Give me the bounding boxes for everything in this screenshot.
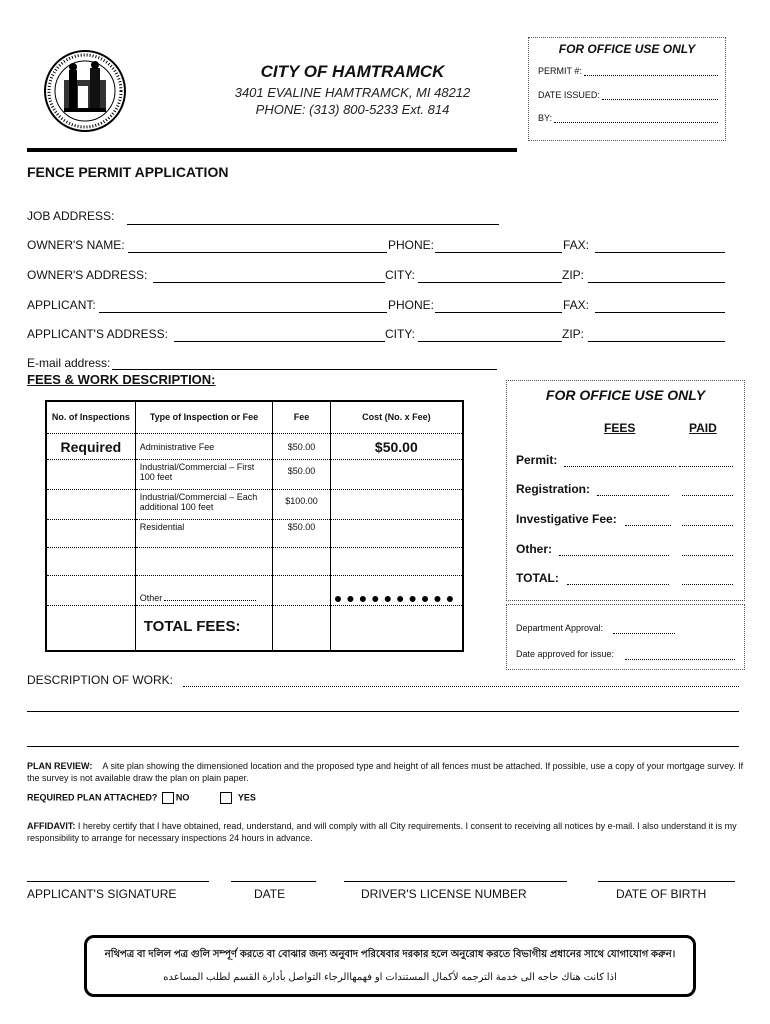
description-label: DESCRIPTION OF WORK: xyxy=(27,673,174,687)
other-fee-field[interactable] xyxy=(164,600,256,601)
department-approval-label: Department Approval: xyxy=(516,623,604,633)
email-field[interactable] xyxy=(112,369,497,370)
fee-amount-field[interactable] xyxy=(273,575,330,605)
owner-zip-field[interactable] xyxy=(588,282,725,283)
other-office-fee-field[interactable] xyxy=(559,555,669,556)
owner-fax-label: FAX: xyxy=(563,238,590,252)
by-field[interactable] xyxy=(554,115,718,123)
column-header: Cost (No. x Fee) xyxy=(330,401,463,433)
yes-checkbox[interactable] xyxy=(220,792,232,804)
inspection-count-field[interactable] xyxy=(46,489,135,519)
office-use-title: FOR OFFICE USE ONLY xyxy=(558,42,696,56)
owners-name-field[interactable] xyxy=(128,252,387,253)
total-office-paid-field[interactable] xyxy=(682,584,733,585)
applicant-city-field[interactable] xyxy=(418,341,562,342)
plan-review-text: A site plan showing the dimensioned location and the proposed type and height of all fences must be attached. If possible, use a copy of your mortgage survey. If the survey is not available draw the plan on plain paper. xyxy=(27,761,744,783)
affidavit-label: AFFIDAVIT: xyxy=(27,821,76,831)
fee-type: Administrative Fee xyxy=(135,433,273,459)
applicant-zip-field[interactable] xyxy=(588,341,725,342)
applicant-fax-label: FAX: xyxy=(563,298,590,312)
owner-phone-label: PHONE: xyxy=(388,238,435,252)
fees-table xyxy=(45,400,464,652)
total-fees-label: TOTAL FEES: xyxy=(135,605,273,651)
table-row xyxy=(46,433,463,459)
fee-amount-field[interactable] xyxy=(273,547,330,575)
description-field-line-3[interactable] xyxy=(27,746,739,747)
table-row xyxy=(46,459,463,489)
registration-paid-field[interactable] xyxy=(682,495,733,496)
table-row xyxy=(46,605,463,651)
date-approved-field[interactable] xyxy=(625,659,735,660)
city-address: 3401 EVALINE HAMTRAMCK, MI 48212 xyxy=(234,85,471,100)
owners-name-label: OWNER'S NAME: xyxy=(27,238,125,252)
applicant-signature-field[interactable] xyxy=(27,881,209,882)
job-address-field[interactable] xyxy=(127,224,499,225)
column-header: Type of Inspection or Fee xyxy=(135,401,273,433)
table-row xyxy=(46,547,463,575)
affidavit-text: I hereby certify that I have obtained, read, understand, and will comply with all City requirements. I consent to receiving all notices by e-mail. I also understand it is my responsibility to arrange for necessary inspections 24 hours in advance. xyxy=(27,821,737,843)
date-issued-label: DATE ISSUED: xyxy=(538,90,600,100)
yes-label: YES xyxy=(237,792,256,803)
fee-cost-field[interactable] xyxy=(330,519,463,547)
applicants-address-field[interactable] xyxy=(174,341,385,342)
dashed-mark xyxy=(330,575,463,605)
affidavit-paragraph xyxy=(27,820,747,844)
applicant-signature-label: APPLICANT'S SIGNATURE xyxy=(27,887,177,901)
applicant-zip-label: ZIP: xyxy=(562,327,585,341)
owner-city-label: CITY: xyxy=(385,268,416,282)
plan-review-label: PLAN REVIEW: xyxy=(27,761,93,771)
owners-address-field[interactable] xyxy=(153,282,385,283)
office-use-box-top xyxy=(528,37,726,141)
office-use-box-fees xyxy=(506,380,745,601)
date-of-birth-field[interactable] xyxy=(598,881,735,882)
drivers-license-field[interactable] xyxy=(344,881,567,882)
owner-city-field[interactable] xyxy=(418,282,562,283)
total-fee-field[interactable] xyxy=(273,605,330,651)
total-cost-field[interactable] xyxy=(330,605,463,651)
date-approved-label: Date approved for issue: xyxy=(516,649,615,659)
applicants-address-label: APPLICANT'S ADDRESS: xyxy=(27,327,168,341)
permit-number-field[interactable] xyxy=(584,68,718,76)
permit-fee-field[interactable] xyxy=(564,466,676,467)
other-office-fee-label: Other: xyxy=(516,542,552,556)
fees-column-label: FEES xyxy=(604,421,636,435)
bengali-notice: নথিপত্র বা দলিল পত্র গুলি সম্পূর্ণ করতে বা বোঝার জন্য অনুবাদ পরিষেবার দরকার হলে অনুরোধ করতে বিভাগীয় প্রধানের সাথে যোগাযোগ করুন। xyxy=(104,949,676,960)
applicant-phone-label: PHONE: xyxy=(388,298,435,312)
registration-fee-label: Registration: xyxy=(516,482,591,496)
investigative-paid-field[interactable] xyxy=(682,525,733,526)
fee-amount: $50.00 xyxy=(273,433,330,459)
inspection-count-field[interactable] xyxy=(46,575,135,605)
date-issued-field[interactable] xyxy=(602,92,718,100)
date-label: DATE xyxy=(254,887,286,901)
required-cell: Required xyxy=(46,433,135,459)
table-row xyxy=(46,575,463,605)
arabic-notice: اذا كانت هناك حاجه الى خدمة الترجمه لأكمال المستندات او فهمهاالرجاء التواصل بأدارة القسم لطلب المساعده xyxy=(163,972,617,983)
city-phone: PHONE: (313) 800-5233 Ext. 814 xyxy=(255,102,450,117)
description-field-line-1[interactable] xyxy=(183,686,739,687)
fee-cost-field[interactable] xyxy=(330,489,463,519)
investigative-fee-label: Investigative Fee: xyxy=(516,512,617,526)
permit-number-label: PERMIT #: xyxy=(538,66,582,76)
office-approval-box xyxy=(506,604,745,670)
fee-amount: $50.00 xyxy=(273,459,330,489)
registration-fee-field[interactable] xyxy=(597,495,669,496)
city-title: CITY OF HAMTRAMCK xyxy=(260,62,445,81)
inspection-count-field[interactable] xyxy=(46,519,135,547)
applicant-field[interactable] xyxy=(99,312,387,313)
fee-amount: $100.00 xyxy=(273,489,330,519)
inspection-count-field[interactable] xyxy=(46,605,135,651)
required-plan-row xyxy=(27,792,256,804)
no-checkbox[interactable] xyxy=(162,792,174,804)
by-label: BY: xyxy=(538,113,553,123)
investigative-fee-field[interactable] xyxy=(625,525,671,526)
owner-phone-field[interactable] xyxy=(435,252,562,253)
other-office-paid-field[interactable] xyxy=(682,555,733,556)
fee-type: Residential xyxy=(135,519,273,547)
signature-date-field[interactable] xyxy=(231,881,316,882)
inspection-count-field[interactable] xyxy=(46,547,135,575)
owner-fax-field[interactable] xyxy=(595,252,725,253)
owner-zip-label: ZIP: xyxy=(562,268,585,282)
table-row xyxy=(46,489,463,519)
job-address-label: JOB ADDRESS: xyxy=(27,209,115,223)
fee-cost-field[interactable] xyxy=(330,459,463,489)
form-title: FENCE PERMIT APPLICATION xyxy=(27,164,229,180)
total-office-label: TOTAL: xyxy=(516,571,559,585)
paid-column-label: PAID xyxy=(689,421,717,435)
office-use-title: FOR OFFICE USE ONLY xyxy=(545,387,706,403)
header-divider xyxy=(27,148,517,152)
fee-type: Industrial/Commercial – First 100 feet xyxy=(135,459,273,489)
other-fee-label: Other xyxy=(139,592,163,603)
applicant-phone-field[interactable] xyxy=(435,312,562,313)
fee-cost-field[interactable] xyxy=(330,547,463,575)
drivers-license-label: DRIVER'S LICENSE NUMBER xyxy=(361,887,527,901)
fees-heading: FEES & WORK DESCRIPTION: xyxy=(27,372,216,387)
fee-cost: $50.00 xyxy=(330,433,463,459)
department-approval-field[interactable] xyxy=(613,633,675,634)
permit-paid-field[interactable] xyxy=(679,466,733,467)
fee-type[interactable] xyxy=(135,547,273,575)
city-seal-logo xyxy=(44,50,126,132)
translation-notice-box xyxy=(84,935,696,997)
fee-amount: $50.00 xyxy=(273,519,330,547)
other-fee-cell[interactable] xyxy=(135,575,273,605)
email-label: E-mail address: xyxy=(27,356,111,370)
total-office-fee-field[interactable] xyxy=(567,584,669,585)
fee-type: Industrial/Commercial – Each additional 100 feet xyxy=(135,489,273,519)
permit-fee-label: Permit: xyxy=(516,453,558,467)
table-row xyxy=(46,519,463,547)
column-header: Fee xyxy=(273,401,330,433)
inspection-count-field[interactable] xyxy=(46,459,135,489)
column-header: No. of Inspections xyxy=(46,401,135,433)
required-plan-label: REQUIRED PLAN ATTACHED? xyxy=(27,792,158,803)
applicant-label: APPLICANT: xyxy=(27,298,96,312)
plan-review-paragraph xyxy=(27,760,747,784)
description-field-line-2[interactable] xyxy=(27,711,739,712)
applicant-fax-field[interactable] xyxy=(595,312,725,313)
owners-address-label: OWNER'S ADDRESS: xyxy=(27,268,148,282)
no-label: NO xyxy=(175,792,190,803)
applicant-city-label: CITY: xyxy=(385,327,416,341)
date-of-birth-label: DATE OF BIRTH xyxy=(616,887,707,901)
